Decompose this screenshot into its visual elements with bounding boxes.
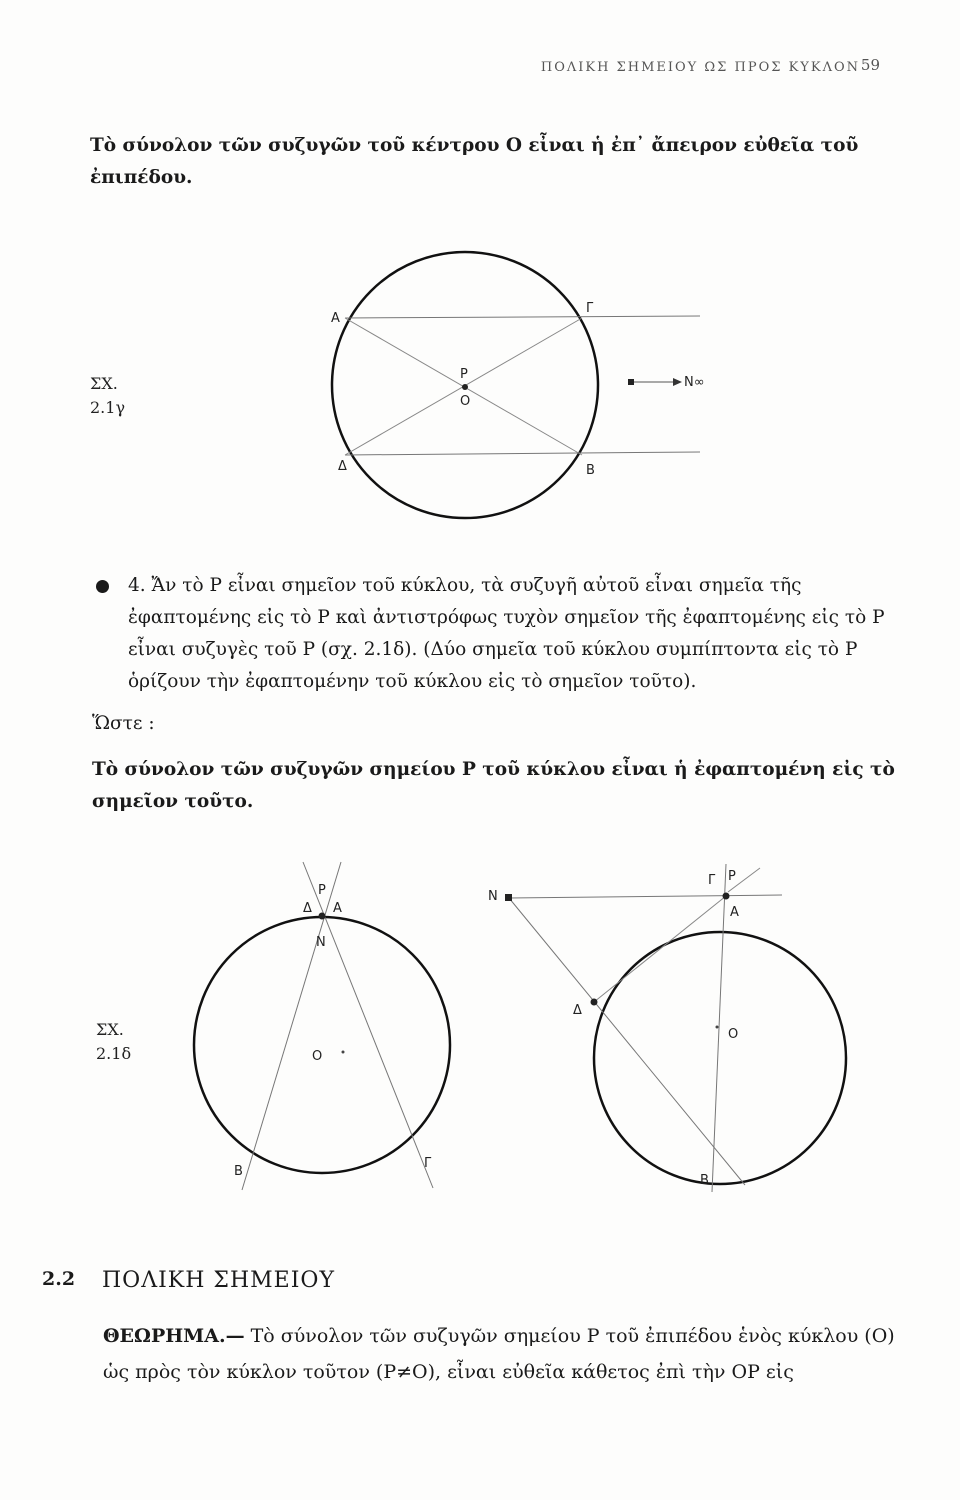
figure2-right-label-p: P	[728, 869, 736, 884]
figure2-left-line-db	[242, 862, 341, 1190]
figure2-left-label-n: N	[316, 935, 326, 950]
figure1-point-o	[462, 384, 468, 390]
figure2-left-label-p: P	[318, 883, 326, 898]
figure2-left-label-a: Α	[333, 901, 342, 916]
figure2-right-label-o: Ο	[728, 1027, 739, 1042]
figure2-right-label-d: Δ	[573, 1003, 582, 1018]
figure1-label-p: Ρ	[460, 367, 468, 382]
figure1-label-g: Γ	[586, 301, 594, 316]
section-number: 2.2	[42, 1268, 76, 1290]
figure1-label-d: Δ	[338, 459, 347, 474]
figure1-line-ag	[345, 316, 700, 318]
figure1-arrowhead	[673, 378, 682, 386]
figure1-line-db	[345, 452, 700, 455]
figure2-right-point-o	[716, 1026, 719, 1029]
figure1-label-a: Α	[331, 311, 340, 326]
theorem-paragraph	[103, 1318, 903, 1390]
figure1-diagram	[0, 0, 960, 560]
figure2-left-label-o: Ο	[312, 1049, 323, 1064]
page-number: 59	[860, 56, 880, 74]
item4-number: 4.	[128, 575, 146, 596]
section-title: ΠΟΛΙΚΗ ΣΗΜΕΙΟΥ	[102, 1268, 335, 1293]
figure2-right-label-n: N	[488, 889, 498, 904]
figure2-left-label-g: Γ	[424, 1156, 432, 1171]
figure2-right-point-n	[505, 894, 512, 901]
figure1-label-b: Β	[586, 463, 595, 478]
item4-paragraph	[128, 570, 898, 698]
figure1-label-o: Ο	[460, 394, 471, 409]
theorem-text: Τὸ σύνολον τῶν συζυγῶν σημείου Ρ τοῦ ἐπιπέδου ἑνὸς κύκλου (Ο) ὡς πρὸς τὸν κύκλον τοῦτον (Ρ≠Ο), εἶναι εὐθεῖα κάθετος ἐπὶ τὴν ΟΡ εἰς	[103, 1325, 895, 1383]
figure2-right-chord	[594, 896, 726, 1002]
theorem-lead: ΘΕΩΡΗΜΑ.—	[103, 1325, 245, 1347]
figure2-right-label-b: Β	[700, 1173, 709, 1188]
figure2-left-line-ag	[303, 862, 433, 1188]
figure2-caption-line2: 2.1δ	[96, 1044, 132, 1063]
figure2-right-point-d	[591, 999, 598, 1006]
figure2-right-tangent	[509, 895, 782, 898]
figure2-left-point-o	[342, 1051, 345, 1054]
bullet-icon	[96, 580, 109, 593]
figure2-caption-line1: ΣΧ.	[96, 1020, 124, 1039]
item4-conclusion: Τὸ σύνολον τῶν συζυγῶν σημείου Ρ τοῦ κύκλου εἶναι ἡ ἐφαπτομένη εἰς τὸ σημεῖον τοῦτο.	[92, 759, 895, 812]
figure2-right-circle	[594, 932, 846, 1184]
figure2-left-point-p	[319, 913, 326, 920]
figure2-left-label-d: Δ	[303, 901, 312, 916]
figure2-diagram	[0, 840, 960, 1220]
item4-conclusion-lead: Ὥστε :	[92, 713, 155, 734]
figure2-right-point-a	[723, 893, 730, 900]
intro-statement: Τὸ σύνολον τῶν συζυγῶν τοῦ κέντρου Ο εἶναι ἡ ἐπ᾽ ἄπειρον εὐθεῖα τοῦ ἐπιπέδου.	[90, 135, 859, 188]
figure1-caption-line1: ΣΧ.	[90, 374, 118, 393]
figure2-right-diameter	[712, 864, 726, 1192]
figure2-right-label-a: Α	[730, 905, 739, 920]
figure2-left-label-b: Β	[234, 1164, 243, 1179]
figure1-label-n: N∞	[684, 375, 705, 390]
running-header: ΠΟΛΙΚΗ ΣΗΜΕΙΟΥ ΩΣ ΠΡΟΣ ΚΥΚΛΟΝ	[540, 60, 860, 75]
figure2-right-label-g: Γ	[708, 873, 716, 888]
item4-text: Ἄν τὸ Ρ εἶναι σημεῖον τοῦ κύκλου, τὰ συζυγῆ αὐτοῦ εἶναι σημεῖα τῆς ἐφαπτομένης εἰς τὸ Ρ καὶ ἀντιστρόφως τυχὸν σημεῖον τῆς ἐφαπτομένης εἰς τὸ Ρ εἶναι συζυγὲς τοῦ Ρ (σχ. 2.1δ). (Δύο σημεῖα τοῦ κύκλου συμπίπτοντα εἰς τὸ Ρ ὁρίζουν τὴν ἐφαπτομένην τοῦ κύκλου εἰς τὸ σημεῖον τοῦτο).	[128, 575, 885, 692]
figure1-caption-line2: 2.1γ	[90, 398, 126, 417]
figure1-point-n	[628, 379, 634, 385]
